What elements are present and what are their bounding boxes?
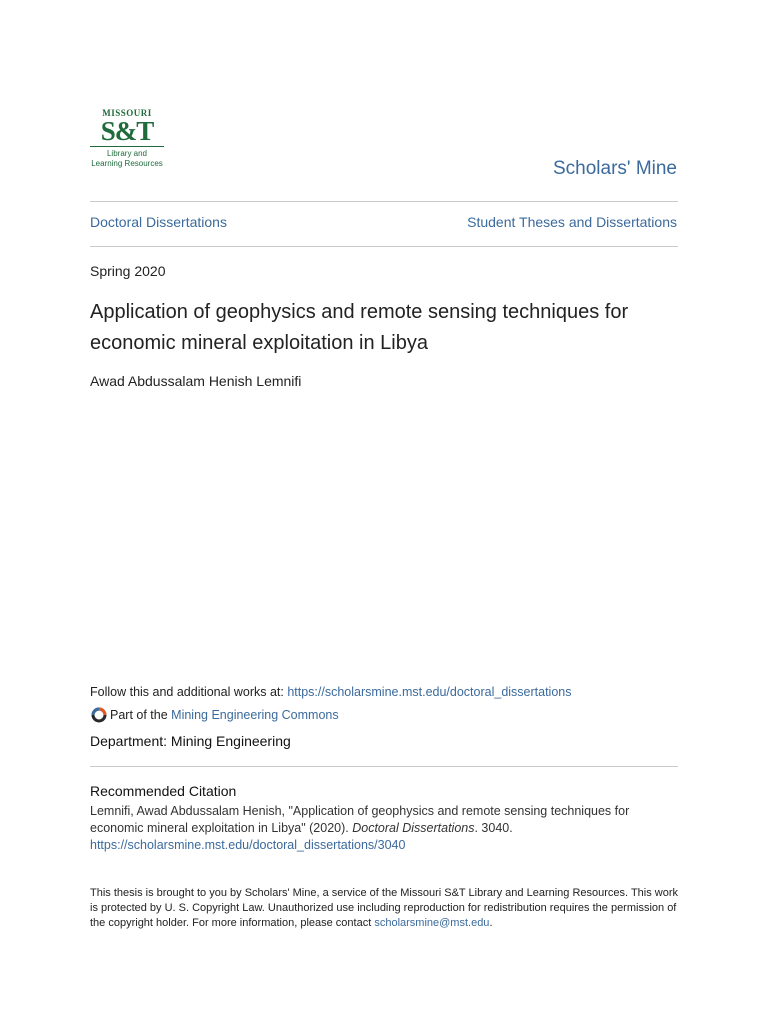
- logo-divider: [90, 146, 164, 147]
- department-label: Department: Mining Engineering: [90, 733, 291, 749]
- copyright-notice: [90, 886, 680, 931]
- document-title: Application of geophysics and remote sensing techniques for economic mineral exploitation in Libya: [90, 301, 629, 354]
- follow-line: [90, 685, 572, 699]
- scholars-mine-link[interactable]: Scholars' Mine: [552, 158, 677, 179]
- citation-body: [90, 803, 680, 854]
- contact-email-link[interactable]: scholarsmine@mst.edu: [374, 917, 490, 929]
- open-access-icon: [90, 706, 108, 724]
- citation-number: . 3040.: [474, 821, 513, 835]
- follow-prefix: Follow this and additional works at:: [90, 685, 288, 699]
- part-of-line: [90, 706, 339, 724]
- citation-series: Doctoral Dissertations: [352, 821, 475, 835]
- part-of-prefix: Part of the: [110, 708, 172, 722]
- notice-text: This thesis is brought to you by Scholars' Mine, a service of the Missouri S&T Library and Learning Resources. This work is protected by U. S. Copyright Law. Unauthorized use including reproduction for redistribution requires the permission of the copyright holder. For more information, please contact: [90, 887, 679, 929]
- logo-sub-line1: Library and: [106, 149, 148, 158]
- header-divider-bottom: [90, 246, 678, 247]
- logo-top-text: MISSOURI: [102, 108, 152, 118]
- citation-divider: [90, 766, 678, 767]
- publication-date: Spring 2020: [90, 263, 166, 279]
- document-author: Awad Abdussalam Henish Lemnifi: [90, 373, 302, 389]
- citation-url-link[interactable]: https://scholarsmine.mst.edu/doctoral_dissertations/3040: [90, 838, 406, 852]
- breadcrumb-doctoral-dissertations[interactable]: Doctoral Dissertations: [90, 214, 227, 230]
- logo-sub-line2: Learning Resources: [91, 159, 163, 168]
- logo-mark: S&T: [100, 116, 154, 146]
- recommended-citation-heading: Recommended Citation: [90, 783, 237, 799]
- mst-library-logo[interactable]: [90, 108, 164, 182]
- notice-end: .: [489, 917, 493, 929]
- header-divider-top: [90, 201, 678, 202]
- follow-url-link[interactable]: https://scholarsmine.mst.edu/doctoral_dissertations: [287, 685, 572, 699]
- citation-text: Lemnifi, Awad Abdussalam Henish, "Application of geophysics and remote sensing techniques for economic mineral exploitation in Libya" (2020).: [90, 804, 630, 835]
- mining-engineering-commons-link[interactable]: Mining Engineering Commons: [171, 708, 339, 722]
- breadcrumb-student-theses[interactable]: Student Theses and Dissertations: [467, 214, 677, 230]
